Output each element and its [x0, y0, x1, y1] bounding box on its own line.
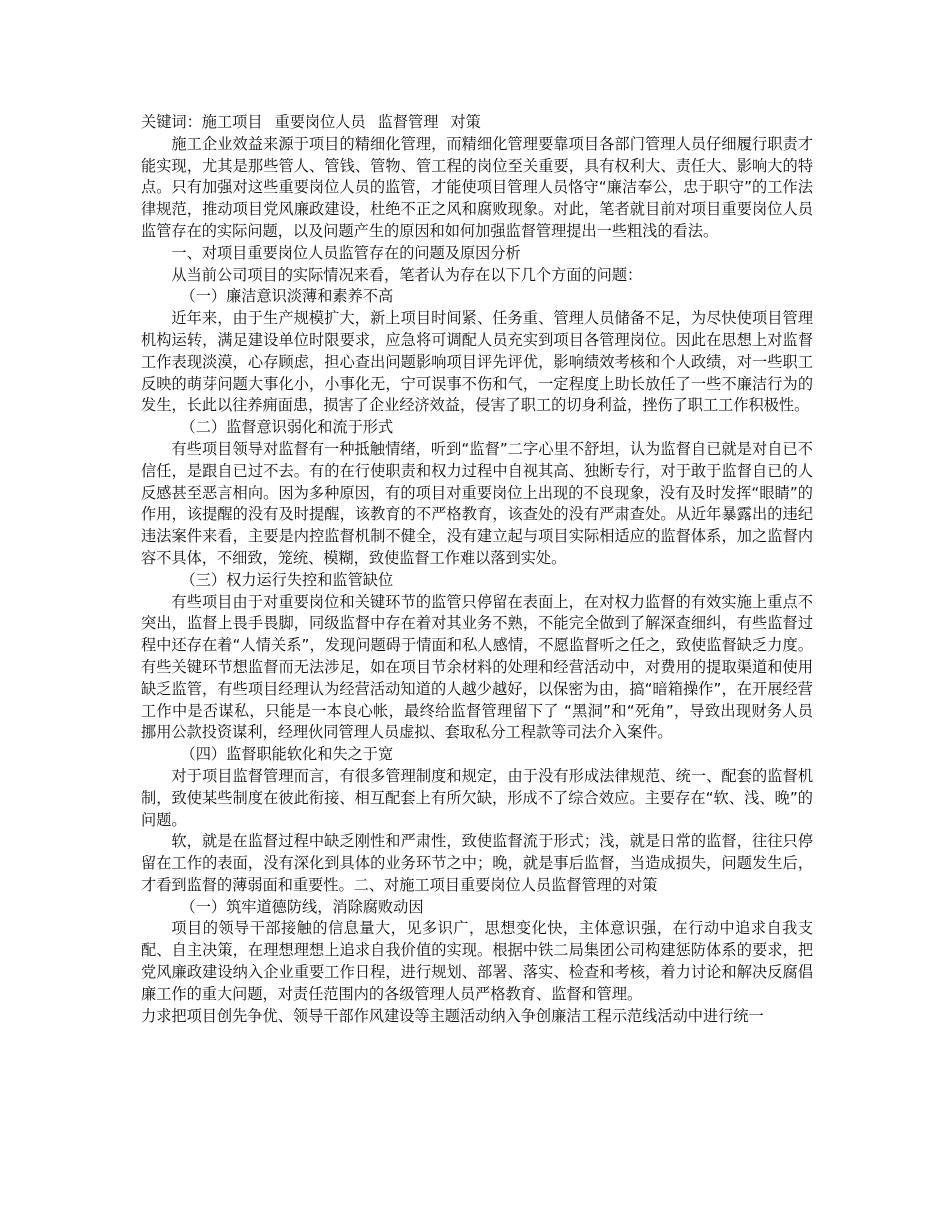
keyword-item: 施工项目 — [201, 113, 263, 131]
subsection-heading: （二）监督意识弱化和流于形式 — [180, 418, 394, 437]
keyword-item: 对策 — [450, 113, 481, 131]
keywords-line — [141, 112, 813, 134]
body-paragraph-continued: 力求把项目创先争优、领导干部作风建设等主题活动纳入争创廉洁工程示范线活动中进行统一 — [141, 1006, 764, 1025]
body-paragraph: 从当前公司项目的实际情况来看，笔者认为存在以下几个方面的问题： — [171, 265, 643, 284]
body-paragraph: 施工企业效益来源于项目的精细化管理，而精细化管理要靠项目各部门管理人员仔细履行职责才能实现，尤其是那些管人、管钱、管物、管工程的岗位至关重要，具有权利大、责任大、影响大的特点。只有加强对这些重要岗位人员的监管，才能使项目管理人员恪守“廉洁奉公，忠于职守”的工作法律规范，推动项目党风廉政建设，杜绝不正之风和腐败现象。对此，笔者就目前对项目重要岗位人员监管存在的实际问题，以及问题产生的原因和如何加强监督管理提出一些粗浅的看法。 — [141, 134, 813, 240]
document-page — [141, 112, 813, 1027]
subsection-heading: （一）筑牢道德防线，消除腐败动因 — [180, 897, 424, 916]
section-heading: 一、对项目重要岗位人员监管存在的问题及原因分析 — [171, 243, 521, 262]
keywords-label: 关键词： — [141, 113, 202, 131]
body-paragraph: 软，就是在监督过程中缺乏刚性和严肃性，致使监督流于形式；浅，就是日常的监督，往往只停留在工作的表面，没有深化到具体的业务环节之中；晚，就是事后监督，当造成损失，问题发生后，才看到监督的薄弱面和重要性。二、对施工项目重要岗位人员监督管理的对策 — [141, 832, 813, 894]
body-paragraph: 对于项目监督管理而言，有很多管理制度和规定，由于没有形成法律规范、统一、配套的监督机制，致使某些制度在彼此衔接、相互配套上有所欠缺，形成不了综合效应。主要存在“软、浅、晚”的问题。 — [141, 766, 813, 829]
body-paragraph: 近年来，由于生产规模扩大，新上项目时间紧、任务重、管理人员储备不足，为尽快使项目管理机构运转，满足建设单位时限要求，应急将可调配人员充实到项目各管理岗位。因此在思想上对监督工作表现淡漠，心存顾虑，担心查出问题影响项目评先评优，影响绩效考核和个人政绩，对一些职工反映的萌芽问题大事化小，小事化无，宁可误事不伤和气，一定程度上助长放任了一些不廉洁行为的发生，长此以往养痈面患，损害了企业经济效益，侵害了职工的切身利益，挫伤了职工工作积极性。 — [141, 309, 813, 415]
subsection-heading: （三）权力运行失控和监管缺位 — [180, 570, 394, 589]
subsection-heading: （一）廉洁意识淡薄和素养不高 — [180, 287, 394, 306]
keyword-item: 监督管理 — [377, 113, 439, 131]
body-paragraph: 有些项目由于对重要岗位和关键环节的监管只停留在表面上，在对权力监督的有效实施上重点不突出，监督上畏手畏脚，同级监督中存在着对其业务不熟，不能完全做到了解深查细纠，有些监督过程中还存在着“人情关系”，发现问题碍于情面和私人感情，不愿监督听之任之，致使监督缺乏力度。有些关键环节想监督而无法涉足，如在项目节余材料的处理和经营活动中，对费用的提取渠道和使用缺乏监管，有些项目经理认为经营活动知道的人越少越好，以保密为由，搞“暗箱操作”，在开展经营工作中是否谋私，只能是一本良心帐，最终给监督管理留下了 “黑洞”和“死角”，导致出现财务人员挪用公款投资谋利，经理伙同管理人员虚拟、套取私分工程款等司法介入案件。 — [141, 592, 813, 742]
body-paragraph: 项目的领导干部接触的信息量大，见多识广，思想变化快，主体意识强，在行动中追求自我支配、自主决策，在理想理想上追求自我价值的实现。根据中铁二局集团公司构建惩防体系的要求，把党风廉政建设纳入企业重要工作日程，进行规划、部署、落实、检查和考核，着力讨论和解决反腐倡廉工作的重大问题，对责任范围内的各级管理人员严格教育、监督和管理。 — [141, 919, 813, 1003]
body-paragraph: 有些项目领导对监督有一种抵触情绪，听到“监督”二字心里不舒坦，认为监督自已就是对自已不信任，是跟自已过不去。有的在行使职责和权力过程中自视其高、独断专行，对于敢于监督自已的人反感甚至恶言相向。因为多种原因，有的项目对重要岗位上出现的不良现象，没有及时发挥“眼睛”的作用，该提醒的没有及时提醒，该教育的不严格教育，该查处的没有严肃查处。从近年暴露出的违纪违法案件来看，主要是内控监督机制不健全，没有建立起与项目实际相适应的监督体系，加之监督内容不具体，不细致，笼统、模糊，致使监督工作难以落到实处。 — [141, 439, 813, 567]
subsection-heading: （四）监督职能软化和失之于宽 — [180, 745, 394, 764]
keyword-item: 重要岗位人员 — [274, 113, 366, 131]
